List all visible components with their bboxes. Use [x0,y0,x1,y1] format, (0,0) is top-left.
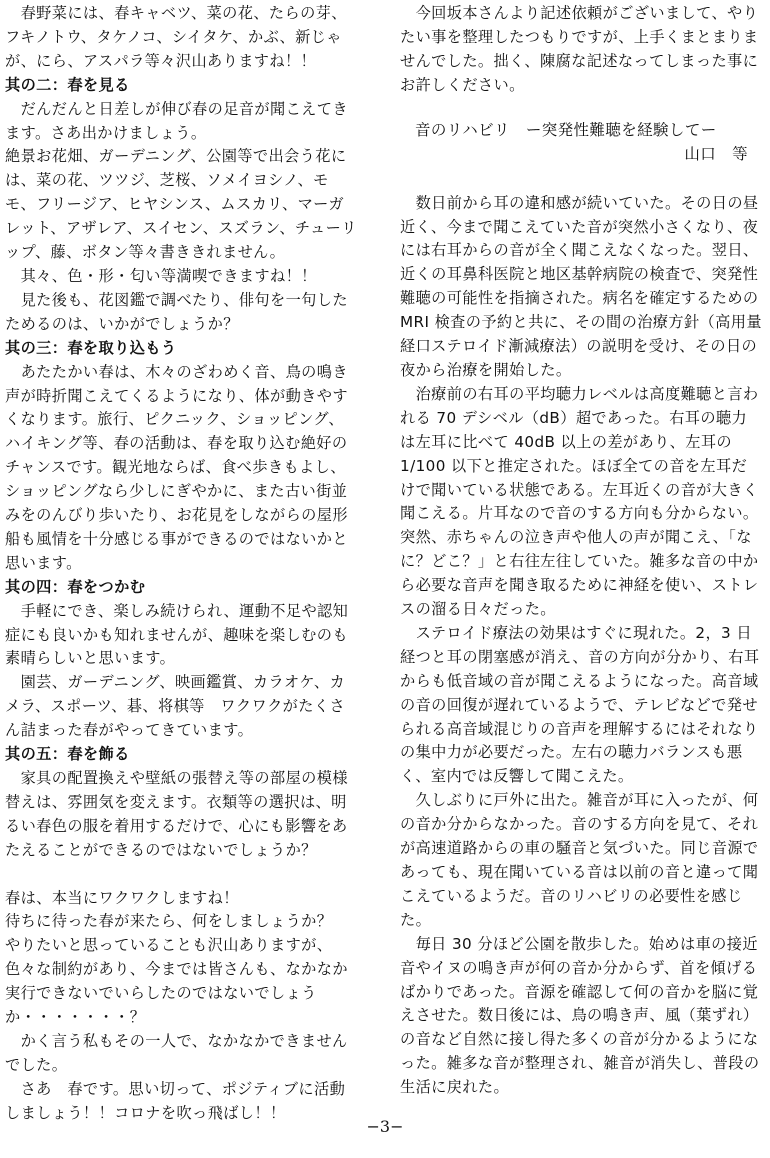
paragraph: やりたいと思っていることも沢山ありますが、色々な制約があり、今までは皆さんも、なかなか実行できないでいらしたのではないでしょうか・・・・・・・？ [5,936,348,1027]
paragraph: だんだんと日差しが伸び春の足音が聞こえてきます。さあ出かけましょう。 [5,99,348,142]
section-heading-4: 其の四：春をつかむ [5,577,146,596]
article-author: 山口 等 [684,144,748,163]
paragraph: 数日前から耳の違和感が続いていた。その日の昼近く、今まで聞こえていた音が突然小さくなり、夜には右耳からの音が全く聞こえなくなった。翌日、近くの耳鼻科医院と地区基幹病院の検査で、突発性難聴の可能性を指摘された。病名を確定するための MRI 検査の予約と共に、その間の治療方針（高用量経口ステロイド漸減療法）の説明を受け、その日の夜から治療を開始した。 [400,193,762,379]
article-title: 音のリハビリ ー突発性難聴を経験してー [415,120,717,139]
blank-line [5,863,357,887]
paragraph: 春野菜には、春キャベツ、菜の花、たらの芽、フキノトウ、タケノコ、シイタケ、かぶ、新じゃが、にら、アスパラ等々沢山ありますね！！ [5,4,347,70]
paragraph: ステロイド療法の効果はすぐに現れた。2，3 日経つと耳の閉塞感が消え、音の方向が分かり、右耳からも低音域の音が聞こえるようになった。高音域の音の回復が遅れているようで、テレビなどで発せられる高音域混じりの音声を理解するにはそれなりの集中力が必要だった。左右の聴力バランスも悪く、室内では反響して聞こえた。 [400,623,760,786]
paragraph: 其々、色・形・匂い等満喫できますね！！ [5,266,317,285]
paragraph: 園芸、ガーデニング、映画鑑賞、カラオケ、カメラ、スポーツ、碁、将棋等 ワクワクがたくさん詰まった春がやってきています。 [5,673,346,740]
paragraph: 春は、本当にワクワクしますね！ [5,888,239,907]
section-heading-5: 其の五：春を飾る [5,745,130,764]
paragraph: かく言う私もその一人で、なかなかできませんでした。 [5,1031,348,1074]
article-header [400,118,762,166]
right-column [400,2,762,1100]
page-number: −3− [366,1117,404,1136]
paragraph: 治療前の右耳の平均聴力レベルは高度難聴と言われる 70 デシベル（dB）超であった。右耳の聴力は左耳に比べて 40dB 以上の差があり、左耳の 1/100 以下と推定された。ほぼ全ての音を左耳だけで聞いている状態である。左耳近くの音が大きく聞こえる。片耳なので音のする方向も分からない。突然、赤ちゃんの泣き声や他人の声が聞こえ、「なに？どこ？」と右往左往していた。雑多な音の中から必要な音声を聞き取るために神経を使い、ストレスの溜る日々だった。 [400,384,759,619]
paragraph: 絶景お花畑、ガーデニング、公園等で出会う花には、菜の花、ツツジ、芝桜、ソメイヨシノ、モモ、フリージア、ヒヤシンス、ムスカリ、マーガレット、アザレア、スイセン、スズラン、チューリップ、藤、ボタン等々書ききれません。 [5,147,357,262]
paragraph: 毎日 30 分ほど公園を散歩した。始めは車の接近音やイヌの鳴き声が何の音か分からず、首を傾げるばかりであった。音源を確認して何の音かを脳に覚えさせた。数日後には、鳥の鳴き声、風（葉ずれ）の音など自然に接し得た多くの音が分かるようになった。雑多な音が整理され、雑音が消失し、普段の生活に戻れた。 [400,934,760,1097]
section-heading-2: 其の二：春を見る [5,75,130,94]
paragraph: 待ちに待った春が来たら、何をしましょうか？ [5,912,333,931]
left-column [5,2,357,1126]
paragraph: 家具の配置換えや壁紙の張替え等の部屋の模様替えは、雰囲気を変えます。衣類等の選択は、明るい春色の服を着用するだけで、心にも影響をあたえることができるのではないでしょうか？ [5,769,348,859]
paragraph: 見た後も、花図鑑で調べたり、俳句を一句したためるのは、いかがでしょうか？ [5,290,348,333]
intro-paragraph: 今回坂本さんより記述依頼がございまして、やりたい事を整理したつもりですが、上手くまとまりませんでした。拙く、陳腐な記述なってしまった事にお許しください。 [400,4,759,94]
paragraph: あたたかい春は、木々のざわめく音、鳥の鳴き声が時折聞こえてくるようになり、体が動きやすくなります。旅行、ピクニック、ショッピング、ハイキング等、春の活動は、春を取り込む絶好のチャンスです。観光地ならば、食べ歩きもよし、ショッピングなら少しにぎやかに、また古い街並みをのんびり歩いたり、お花見をしながらの屋形船も風情を十分感じる事ができるのではないかと思います。 [5,362,348,572]
paragraph: 手軽にでき、楽しみ続けられ、運動不足や認知症にも良いかも知れませんが、趣味を楽しむのも素晴らしいと思います。 [5,601,349,668]
paragraph: さあ 春です。思い切って、ポジティブに活動しましょう！！コロナを吹っ飛ばし！！ [5,1079,346,1122]
spacer [400,166,762,192]
section-heading-3: 其の三：春を取り込もう [5,338,177,357]
paragraph: 久しぶりに戸外に出た。雑音が耳に入ったが、何の音か分からなかった。音のする方向を見て、それが高速道路からの車の騒音と気づいた。同じ音源であっても、現在聞いている音は以前の音と違って聞こえているようだ。音のリハビリの必要性を感じた。 [400,791,759,929]
